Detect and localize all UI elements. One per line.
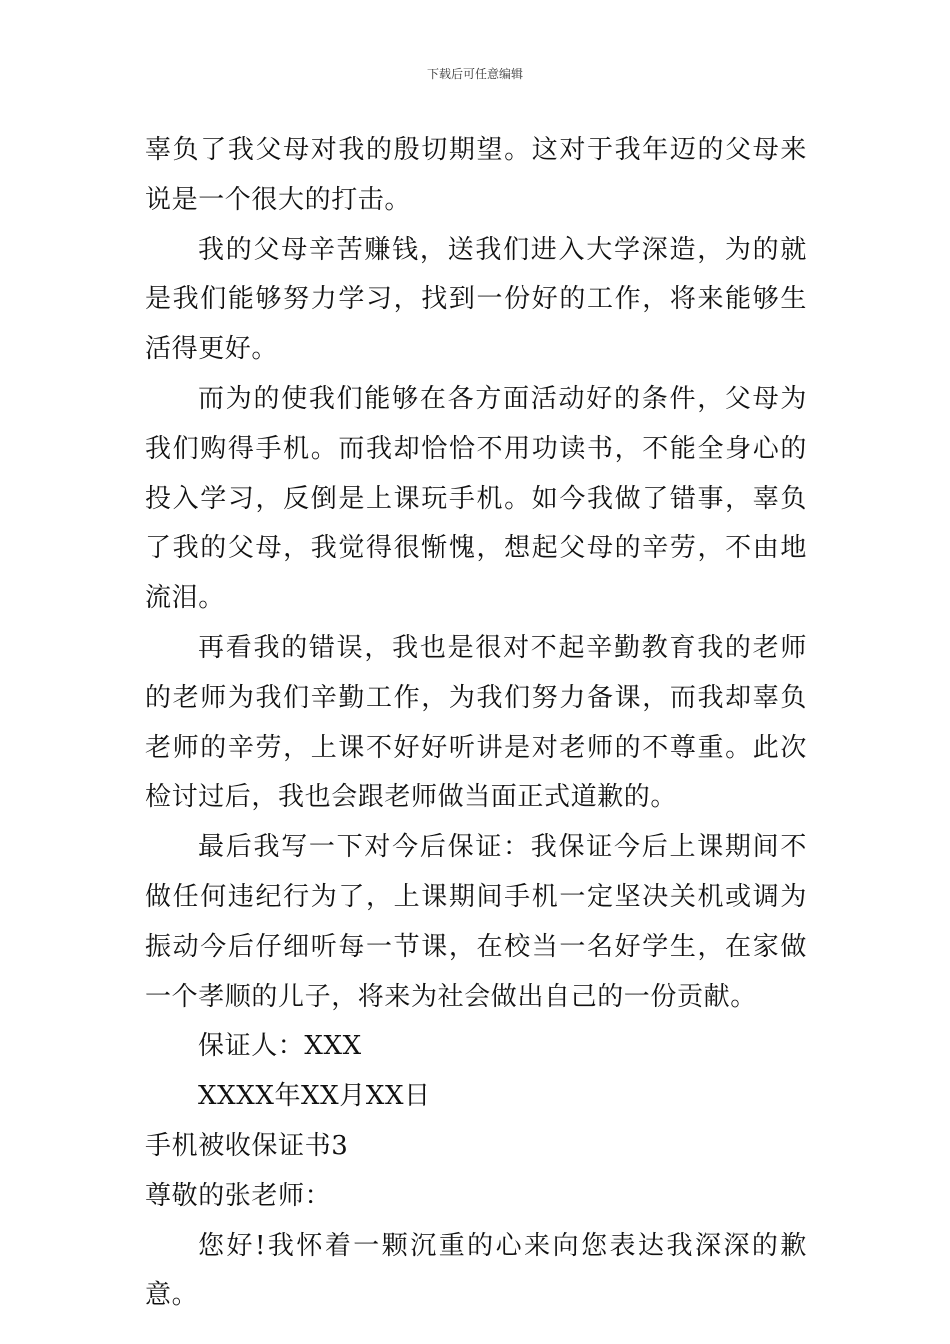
paragraph: 辜负了我父母对我的殷切期望。这对于我年迈的父母来说是一个很大的打击。 bbox=[145, 135, 807, 215]
paragraph: 最后我写一下对今后保证：我保证今后上课期间不做任何违纪行为了，上课期间手机一定坚决关机或调为振动今后仔细听每一节课，在校当一名好学生，在家做一个孝顺的儿子，将来为社会做出自己的一份贡献。 bbox=[145, 832, 807, 1012]
salutation: 尊敬的张老师： bbox=[145, 1180, 332, 1211]
paragraph: 再看我的错误，我也是很对不起辛勤教育我的老师的老师为我们辛勤工作，为我们努力备课，而我却辜负老师的辛劳，上课不好好听讲是对老师的不尊重。此次检讨过后，我也会跟老师做当面正式道歉的。 bbox=[145, 632, 807, 813]
signature-line: 保证人：XXX bbox=[198, 1031, 362, 1062]
paragraph: 而为的使我们能够在各方面活动好的条件，父母为我们购得手机。而我却恰恰不用功读书，不能全身心的投入学习，反倒是上课玩手机。如今我做了错事，辜负了我的父母，我觉得很惭愧，想起父母的辛劳，不由地流泪。 bbox=[145, 383, 807, 614]
paragraph: 我的父母辛苦赚钱，送我们进入大学深造，为的就是我们能够努力学习，找到一份好的工作，将来能够生活得更好。 bbox=[145, 234, 807, 365]
page-header: 下载后可任意编辑 bbox=[426, 67, 523, 81]
document-body bbox=[145, 126, 807, 1321]
section-title: 手机被收保证书3 bbox=[145, 1130, 349, 1161]
date-line: XXXX年XX月XX日 bbox=[198, 1081, 431, 1112]
paragraph: 您好!我怀着一颗沉重的心来向您表达我深深的歉意。 bbox=[145, 1230, 807, 1311]
